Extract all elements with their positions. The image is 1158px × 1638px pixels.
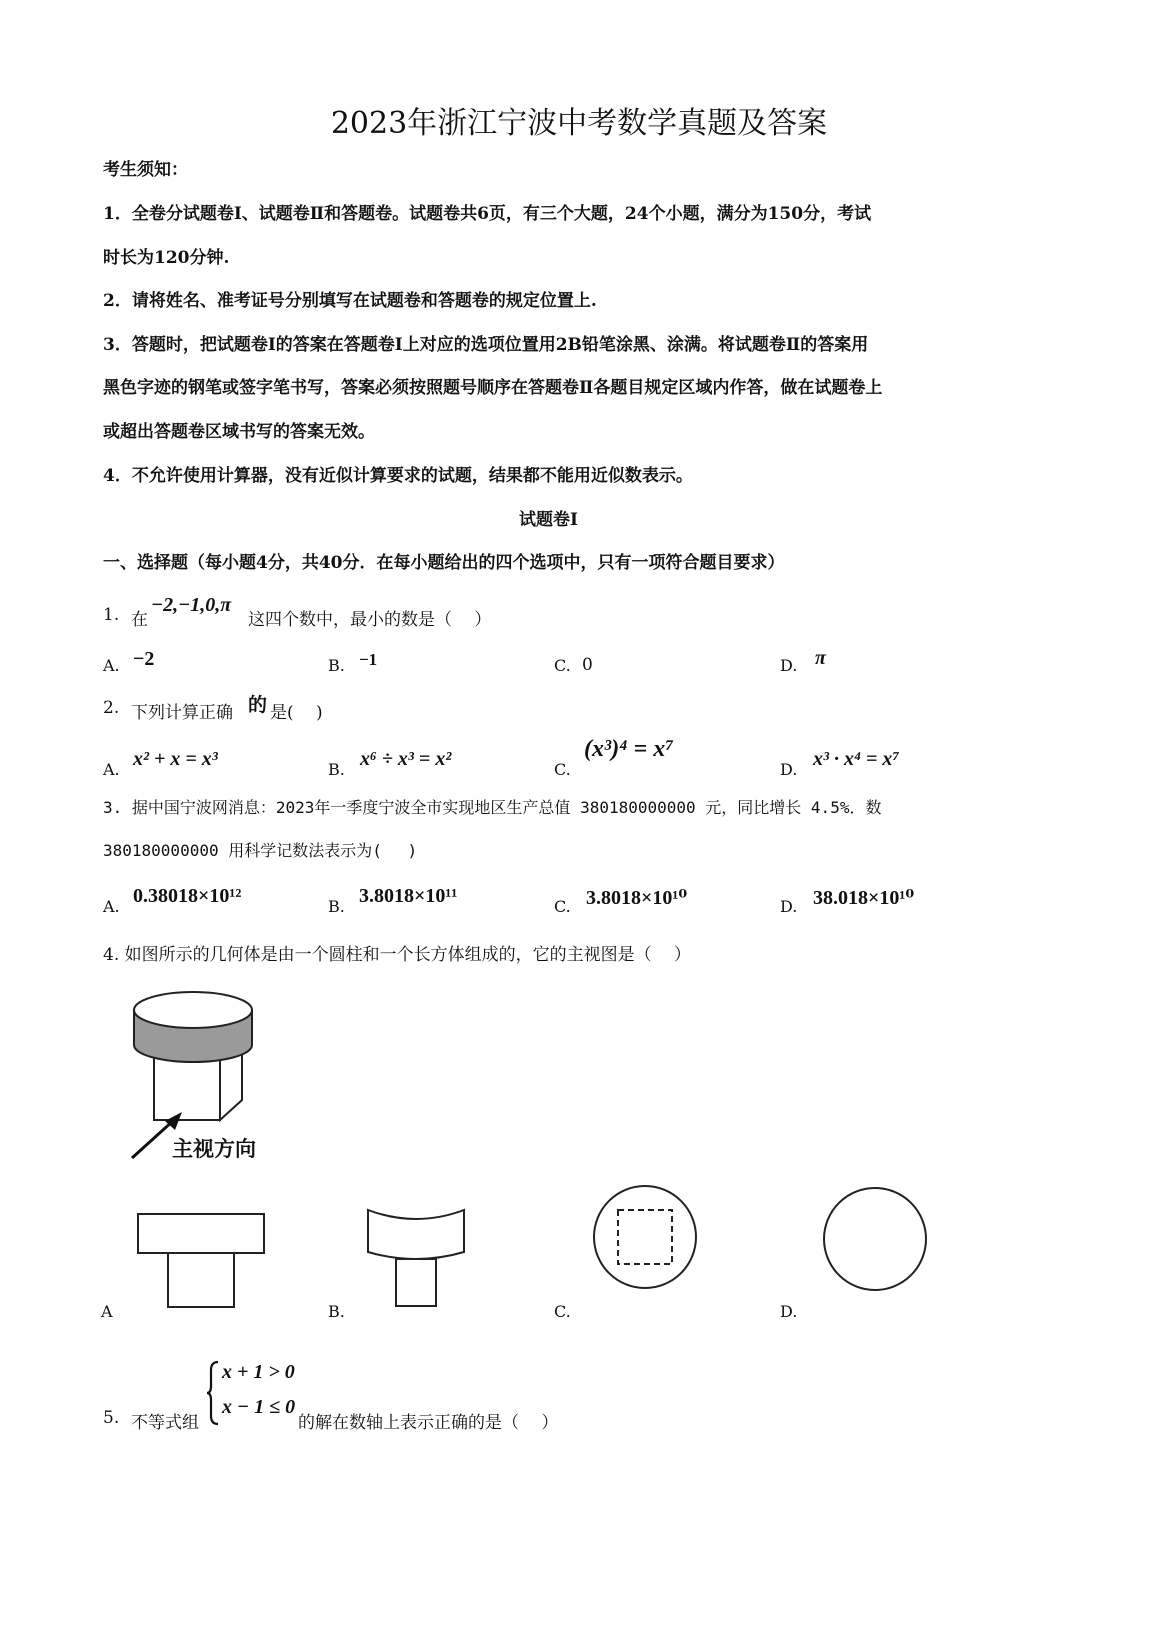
q1-option-d: π [815,647,826,669]
q1-pre: 在 [131,610,148,630]
notice-item-2: 2．请将姓名、准考证号分别填写在试题卷和答题卷的规定位置上. [103,291,597,311]
notice-item-4: 4．不允许使用计算器，没有近似计算要求的试题，结果都不能用近似数表示。 [103,466,693,486]
q2-option-d-label: D. [780,760,798,779]
notice-item-1: 1．全卷分试题卷Ⅰ、试题卷Ⅱ和答题卷。试题卷共6页，有三个大题，24个小题，满分为150分，考试 [103,204,872,224]
q4-option-c-label: C. [554,1302,571,1321]
q2-option-a: x² + x = x³ [133,748,218,770]
q3-option-c-label: C. [554,897,571,916]
q5-inequality-1: x + 1 > 0 [222,1361,295,1383]
q3-option-b: 3.8018×10¹¹ [359,885,458,907]
q5-inequality-2: x − 1 ≤ 0 [222,1396,296,1418]
q4-option-d-label: D. [780,1302,798,1321]
notice-item-1-cont: 时长为120分钟. [103,248,230,268]
q3-option-a-label: A. [103,897,120,916]
q2-option-b-label: B. [328,760,345,779]
notice-item-3-cont2: 或超出答题卷区域书写的答案无效。 [103,422,375,442]
q3-option-d-label: D. [780,897,798,916]
q3-text-cont: 380180000000 用科学记数法表示为( ) [103,841,418,860]
q1-math: −2,−1,0,π [151,594,232,616]
q4-direction-label: 主视方向 [172,1137,256,1161]
q3-option-b-label: B. [328,897,345,916]
q5-pre: 不等式组 [131,1413,199,1433]
q3-option-c: 3.8018×10¹⁰ [586,887,688,909]
q2-option-b: x⁶ ÷ x³ = x² [360,748,452,770]
q1-option-a-label: A. [103,656,120,675]
section-title: 试题卷Ⅰ [519,510,578,530]
q4-option-b-figure [366,1200,466,1310]
q4-option-b-label: B. [328,1302,345,1321]
q5-brace [206,1360,220,1426]
q1-number: 1. [103,605,120,625]
q4-option-c-figure [592,1184,698,1290]
q2-option-a-label: A. [103,760,120,779]
q2-pre: 下列计算正确 [131,703,233,723]
q5-number: 5. [103,1408,120,1428]
q4-text: 4. 如图所示的几何体是由一个圆柱和一个长方体组成的，它的主视图是（ ） [103,945,692,965]
q3-option-a: 0.38018×10¹² [133,885,242,907]
q1-option-a: −2 [133,648,155,670]
q2-option-c-label: C. [554,760,571,779]
q2-bold-word: 的 [248,694,268,716]
notice-item-3: 3．答题时，把试题卷Ⅰ的答案在答题卷Ⅰ上对应的选项位置用2B铅笔涂黑、涂满。将试题卷Ⅱ的答案用 [103,335,869,355]
q1-post: 这四个数中，最小的数是（ ） [248,610,492,630]
q1-option-c: 0 [582,655,593,675]
q4-option-a-label: A [101,1302,113,1321]
q3-text: 3. 据中国宁波网消息：2023年一季度宁波全市实现地区生产总值 380180000000 元，同比增长 4.5%．数 [103,798,882,817]
q4-option-a-figure [136,1210,266,1310]
page-title: 2023年浙江宁波中考数学真题及答案 [330,106,828,141]
notice-item-3-cont: 黑色字迹的钢笔或签字笔书写，答案必须按照题号顺序在答题卷Ⅱ各题目规定区域内作答，做在试题卷上 [103,378,883,398]
part1-heading: 一、选择题（每小题4分，共40分．在每小题给出的四个选项中，只有一项符合题目要求） [103,553,785,573]
q1-option-b: −1 [359,650,378,669]
q2-number: 2. [103,698,120,718]
q1-option-d-label: D. [780,656,798,675]
q3-option-d: 38.018×10¹⁰ [813,887,915,909]
q2-post: 是( ) [270,703,323,723]
q1-option-b-label: B. [328,656,345,675]
q1-option-c-label: C. [554,656,571,675]
notice-heading: 考生须知： [103,160,188,180]
q2-option-c: (x³)⁴ = x⁷ [584,736,674,762]
q5-post: 的解在数轴上表示正确的是（ ） [298,1413,559,1433]
q4-option-d-figure [822,1186,928,1292]
q2-option-d: x³ · x⁴ = x⁷ [813,748,900,770]
